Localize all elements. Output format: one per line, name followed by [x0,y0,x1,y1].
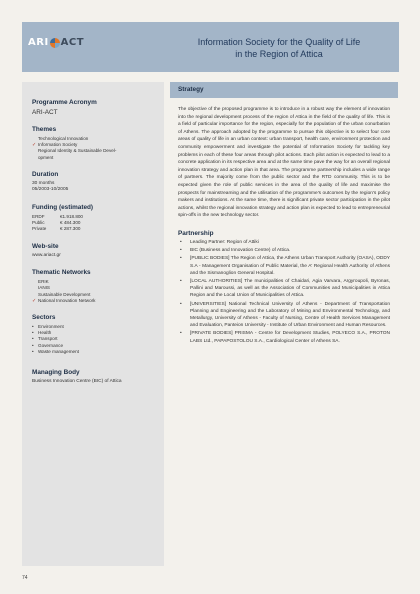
strategy-heading: Strategy [170,82,398,98]
partner-item: • [UNIVERSITIES] National Technical University of Athens - Department of Transportation Planning and Engineering and the Laboratory of Mining and Environmental Technology, and Metallurgy, University of Athens - Faculty of Nursing, Centre of Health Services Management and Evaluation, Panteion University - Institute of Urban Environment and Human Resources. [178,301,390,330]
website-link[interactable]: www.ariact.gr [32,252,61,258]
duration-label: Duration [32,170,59,178]
managing-value: Business Innovation Centre (BIC) of Attica [32,379,122,385]
funding-amount: €1.918.800 [60,214,83,219]
managing-label: Managing Body [32,369,80,377]
sectors-list [32,324,156,355]
acronym-value: ARI-ACT [32,109,58,116]
networks-list [32,279,156,304]
partner-item: • Leading Partner: Region of Attiki [178,239,390,246]
theme-item: opment [38,154,54,160]
sector-item: • Environment [32,324,156,330]
funding-source: Private [32,226,47,232]
theme-item: ✓ Information Society [32,142,156,148]
network-item: IANIS [38,285,50,291]
funding-amount: € 484.300 [60,220,81,226]
network-item: Sustainable Development [38,291,91,297]
strategy-text: The objective of the proposed programme is to introduce in a robust way the element of innovation into the regional development process of the region of Attica in the field of the quality of life. This is a field of particular importance for the region, especially for the population of the urban conurbation of Athens. The approach adopted by the programme to pursue this objective is to select four core areas of quality of life in an urban context: urban transport, health care, environment protection and community empowerment and investigate the potential of Information Society for tackling key problems in each of these four areas through pilot actions. Each pilot action is expected to lead to a concrete application in its respective area and at the same time pave the way for an overall regional innovation strategy and action plan in that area. The programme partnership includes a wide range of partners. The majority come from the public sector and the RTD community. This is to be expected given the role of public services in the area of the quality of life and maximise the prospects for mainstreaming and the utilisation of the programme's outcomes by the region's policy makers and institutions. At the same time, there is significant private sector participation in the pilot actions, whilst the regional innovation strategy and action plan is expected to lead to entrepreneurial spin-offs in the new technology sector. [178,107,390,219]
logo-circle-icon [50,38,60,48]
funding-source: ERDF [32,214,45,219]
funding-table [32,214,156,233]
partner-item: • BIC (Business and Innovation Centre) of Attica. [178,247,390,254]
networks-label: Thematic Networks [32,269,91,277]
duration-dates: 05/2003-10/2005 [32,187,69,193]
theme-item: Regional Identity & Sustainable Devel- [38,148,117,154]
main-content [170,82,398,346]
network-item: ERIK [38,279,49,285]
page-title [179,36,379,60]
theme-item: Technological Innovation [38,136,89,141]
info-sidebar [22,82,164,566]
duration-months: 30 months [32,180,55,186]
sectors-label: Sectors [32,314,56,322]
themes-label: Themes [32,126,57,133]
logo-text-ari: ARI [28,37,49,48]
logo-text-act: ACT [60,37,85,48]
network-item: ✓ National Innovation Network [32,298,156,304]
partnership-heading: Partnership [178,229,214,237]
acronym-label: Programme Acronym [32,99,97,106]
funding-amount: € 287.300 [60,226,81,232]
page-number: 74 [22,575,28,581]
partner-item: • [PUBLIC BODIES] The Region of Attica, the Athens Urban Transport Authority (OASA), ODDY S.A - Management Organisation of Public Material, the A' Regional Health Authority of Athens and the Sismanoglion General Hospital. [178,255,390,277]
sector-item: • Health [32,330,156,336]
ari-act-logo [28,37,84,48]
partnership-list [178,239,390,345]
sector-item: • Governance [32,343,156,349]
funding-source: Public [32,220,45,226]
website-label: Web-site [32,242,59,250]
partner-item: • [PRIVATE BODIES] PRISMA - Centre for Development Studies, POLYECO S.A., PROTON LABS Ltd., PAPAPOSTOLOU S.A., Cardiological Center of Athens SA. [178,330,390,344]
themes-list [32,136,156,161]
partner-item: • [LOCAL AUTHORITIES] The municipalities of Chaidari, Agia Varvara, Argyroupoli, Byronas, Pallini and Maroussi, as well as the Association of Communities and Municipalities in Attica Region and the Local Union of Municipalities of Attica. [178,278,390,300]
title-line-2: in the Region of Attica [235,49,323,59]
title-line-1: Information Society for the Quality of Life [197,37,361,47]
sector-item: • Waste management [32,349,156,355]
header-banner [22,22,399,72]
funding-label: Funding (estimated) [32,204,94,211]
sector-item: • Transport [32,336,156,342]
